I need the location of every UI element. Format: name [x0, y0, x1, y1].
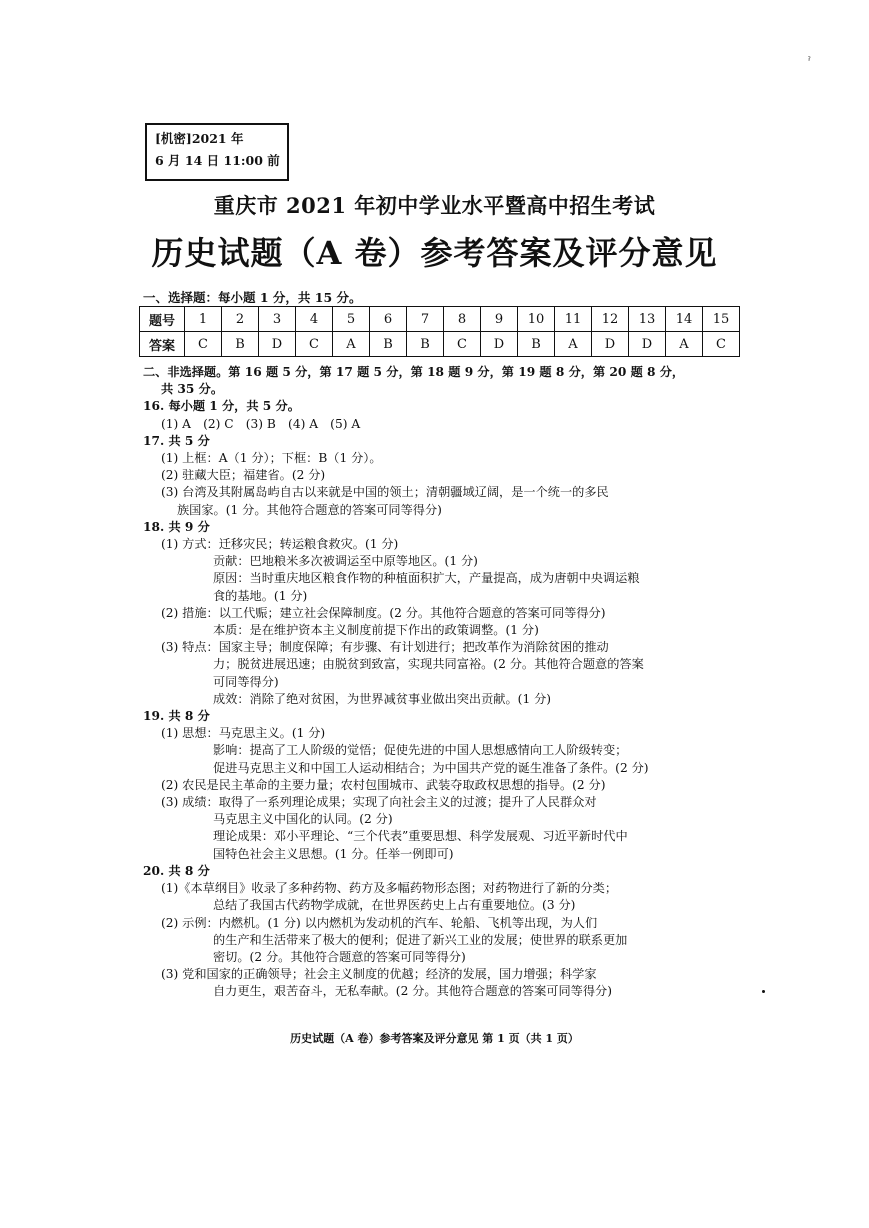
- answer-line: (1) 上框：A（1 分）；下框：B（1 分）。: [161, 451, 382, 466]
- table-cell: A: [666, 332, 703, 357]
- table-cell: A: [555, 332, 592, 357]
- answer-line: 国特色社会主义思想。(1 分。任举一例即可): [213, 846, 454, 861]
- answer-line: 马克思主义中国化的认同。(2 分): [213, 812, 393, 827]
- table-cell: B: [518, 332, 555, 357]
- answer-line: 理论成果：邓小平理论、“三个代表”重要思想、科学发展观、习近平新时代中: [213, 829, 628, 844]
- table-cell: 3: [259, 307, 296, 332]
- answer-line: (3) 党和国家的正确领导；社会主义制度的优越；经济的发展，国力增强；科学家: [161, 967, 597, 982]
- table-cell: B: [222, 332, 259, 357]
- table-cell: 1: [185, 307, 222, 332]
- answer-line: (1) A (2) C (3) B (4) A (5) A: [161, 416, 361, 431]
- confidential-line-2: 6 月 14 日 11:00 前: [155, 153, 280, 168]
- answer-line: 影响：提高了工人阶级的觉悟；促使先进的中国人思想感情向工人阶级转变；: [213, 743, 628, 758]
- table-cell: 14: [666, 307, 703, 332]
- answer-line: 贡献：巴地粮米多次被调运至中原等地区。(1 分): [213, 554, 478, 569]
- answer-line: (1) 方式：迁移灾民；转运粮食救灾。(1 分): [161, 537, 399, 552]
- table-cell: 10: [518, 307, 555, 332]
- table-cell: 11: [555, 307, 592, 332]
- answer-line: 的生产和生活带来了极大的便利；促进了新兴工业的发展；使世界的联系更加: [213, 932, 628, 947]
- q19-heading: 19. 共 8 分: [143, 709, 210, 724]
- answer-line: 族国家。(1 分。其他符合题意的答案可同等得分): [177, 502, 442, 517]
- confidential-line-1: [机密]2021 年: [155, 131, 244, 146]
- answer-line: 总结了我国古代药物学成就，在世界医药史上占有重要地位。(3 分): [213, 898, 576, 913]
- answer-line: (2) 示例：内燃机。(1 分) 以内燃机为发动机的汽车、轮船、飞机等出现，为人们: [161, 915, 598, 930]
- answer-line: (3) 成绩：取得了一系列理论成果；实现了向社会主义的过渡；提升了人民群众对: [161, 795, 597, 810]
- table-cell: D: [629, 332, 666, 357]
- page-footer: 历史试题（A 卷）参考答案及评分意见 第 1 页（共 1 页）: [290, 1032, 579, 1045]
- section-2-heading-cont: 共 35 分。: [161, 382, 224, 397]
- answer-line: 密切。(2 分。其他符合题意的答案可同等得分): [213, 949, 466, 964]
- q18-heading: 18. 共 9 分: [143, 519, 210, 534]
- section-1-heading: 一、选择题：每小题 1 分，共 15 分。: [143, 290, 362, 305]
- table-cell: 8: [444, 307, 481, 332]
- answer-line: (3) 特点：国家主导；制度保障；有步骤、有计划进行；把改革作为消除贫困的推动: [161, 640, 609, 655]
- table-cell: D: [481, 332, 518, 357]
- confidential-box: [145, 123, 289, 181]
- table-cell: 9: [481, 307, 518, 332]
- section-2-heading: 二、非选择题。第 16 题 5 分，第 17 题 5 分，第 18 题 9 分，第 19 题 8 分，第 20 题 8 分，: [143, 365, 685, 379]
- answer-line: 促进马克思主义和中国工人运动相结合；为中国共产党的诞生准备了条件。(2 分): [213, 760, 649, 775]
- scan-speck: [762, 990, 765, 993]
- table-cell: 12: [592, 307, 629, 332]
- table-cell: 6: [370, 307, 407, 332]
- answer-table: [139, 306, 740, 357]
- answer-line: 成效：消除了绝对贫困，为世界减贫事业做出突出贡献。(1 分): [213, 691, 552, 706]
- answer-line: 原因：当时重庆地区粮食作物的种植面积扩大，产量提高，成为唐朝中央调运粮: [213, 571, 640, 586]
- table-cell: 15: [703, 307, 740, 332]
- answer-line: 力；脱贫进展迅速；由脱贫到致富，实现共同富裕。(2 分。其他符合题意的答案: [213, 657, 644, 672]
- answer-line: 自力更生，艰苦奋斗，无私奉献。(2 分。其他符合题意的答案可同等得分): [213, 984, 612, 999]
- table-cell: C: [185, 332, 222, 357]
- answer-line: (2) 驻藏大臣；福建省。(2 分): [161, 468, 326, 483]
- table-cell: 4: [296, 307, 333, 332]
- answer-line: 可同等得分): [213, 674, 279, 689]
- table-cell: 2: [222, 307, 259, 332]
- table-cell: C: [703, 332, 740, 357]
- table-cell: C: [444, 332, 481, 357]
- row-header-answer: 答案: [140, 332, 185, 357]
- table-cell: D: [259, 332, 296, 357]
- document-title: 历史试题（A 卷）参考答案及评分意见: [151, 234, 718, 272]
- table-cell: 7: [407, 307, 444, 332]
- corner-mark: ˀ: [808, 56, 811, 67]
- table-cell: B: [407, 332, 444, 357]
- answer-line: (2) 农民是民主革命的主要力量；农村包围城市、武装夺取政权思想的指导。(2 分): [161, 777, 606, 792]
- answer-line: (1) 思想：马克思主义。(1 分): [161, 726, 326, 741]
- q16-heading: 16. 每小题 1 分，共 5 分。: [143, 399, 300, 414]
- answer-line: (1)《本草纲目》收录了多种药物、药方及多幅药物形态图；对药物进行了新的分类；: [161, 881, 618, 896]
- table-row-answers: [140, 332, 740, 357]
- answer-body: [143, 364, 743, 1001]
- table-cell: D: [592, 332, 629, 357]
- table-cell: A: [333, 332, 370, 357]
- row-header-number: 题号: [140, 307, 185, 332]
- exam-title: 重庆市 2021 年初中学业水平暨高中招生考试: [213, 193, 656, 218]
- answer-line: 本质：是在维护资本主义制度前提下作出的政策调整。(1 分): [213, 623, 539, 638]
- answer-line: (3) 台湾及其附属岛屿自古以来就是中国的领土；清朝疆域辽阔，是一个统一的多民: [161, 485, 609, 500]
- table-cell: 5: [333, 307, 370, 332]
- table-row-numbers: [140, 307, 740, 332]
- table-cell: C: [296, 332, 333, 357]
- answer-line: 食的基地。(1 分): [213, 588, 308, 603]
- answer-line: (2) 措施：以工代赈；建立社会保障制度。(2 分。其他符合题意的答案可同等得分): [161, 605, 606, 620]
- table-cell: 13: [629, 307, 666, 332]
- q20-heading: 20. 共 8 分: [143, 863, 210, 878]
- q17-heading: 17. 共 5 分: [143, 433, 210, 448]
- table-cell: B: [370, 332, 407, 357]
